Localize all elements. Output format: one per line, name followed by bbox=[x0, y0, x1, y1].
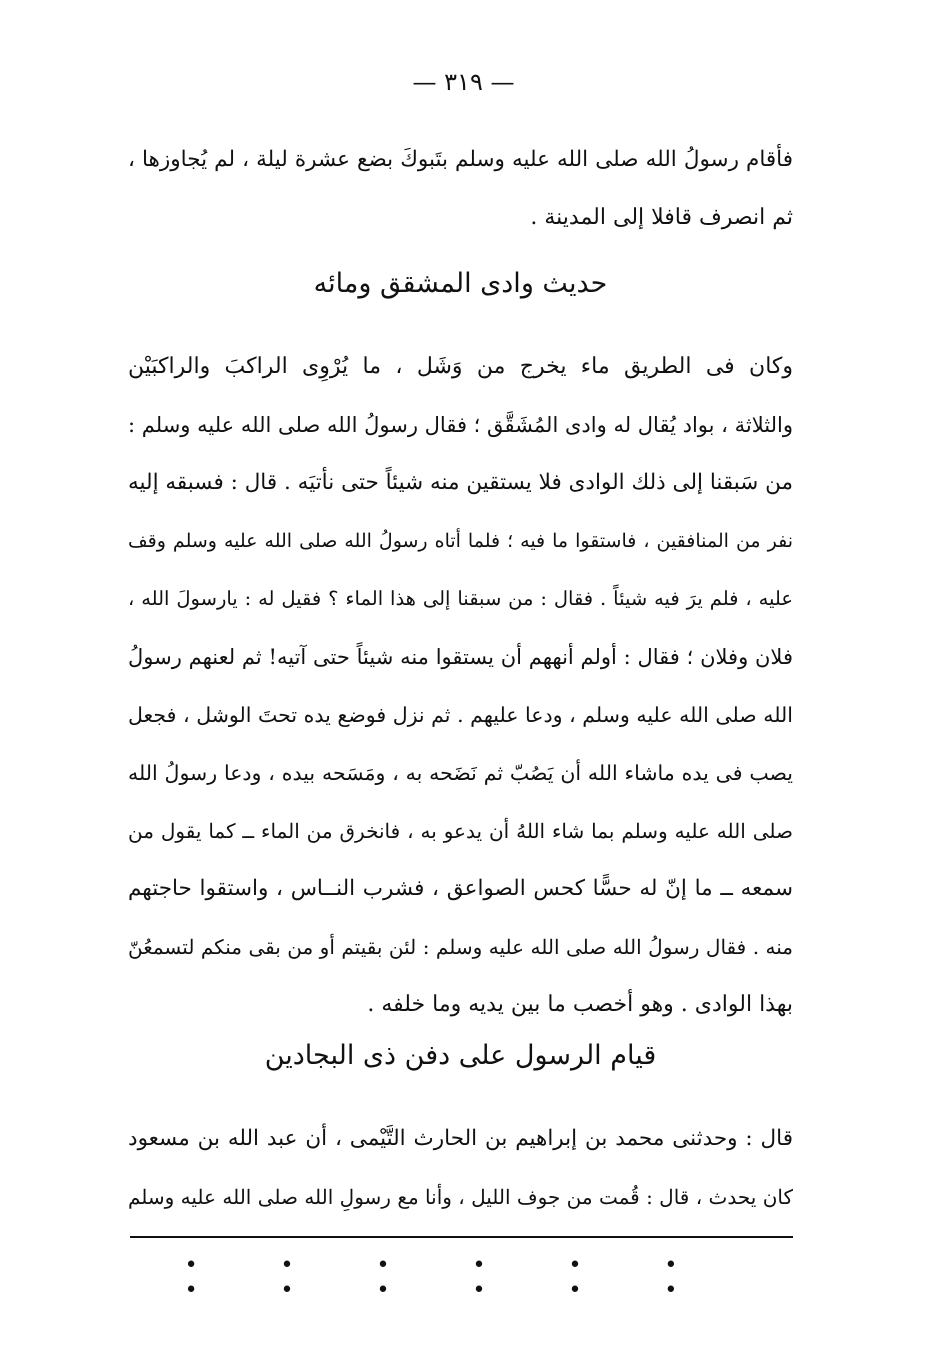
section-heading-mushaqqaq: حديث وادى المشقق ومائه bbox=[313, 268, 608, 299]
text-line: قال : وحدثنى محمد بن إبراهيم بن الحارث التَّيْمى ، أن عبد الله بن مسعود bbox=[128, 1126, 793, 1151]
text-line: عليه ، فلم يرَ فيه شيئاً . فقال : من سبقنا إلى هذا الماء ؟ فقيل له : يارسولَ الله ، bbox=[128, 587, 793, 610]
text-line: والثلاثة ، بواد يُقال له وادى المُشَقَّق ؛ فقال رسولُ الله صلى الله عليه وسلم : bbox=[128, 413, 793, 437]
page-number: — ٣١٩ — bbox=[412, 68, 515, 96]
text-line: ثم انصرف قافلا إلى المدينة . bbox=[530, 205, 793, 230]
text-line: من سَبقنا إلى ذلك الوادى فلا يستقين منه شيئاً حتى نأتيَه . قال : فسبقه إليه bbox=[128, 470, 793, 495]
text-line: سمعه ــ ما إنّ له حسًّا كحس الصواعق ، فشرب النــاس ، واستقوا حاجتهم bbox=[128, 876, 793, 901]
text-line: الله صلى الله عليه وسلم ، ودعا عليهم . ثم نزل فوضع يده تحتَ الوشل ، فجعل bbox=[128, 703, 793, 727]
text-line: فأقام رسولُ الله صلى الله عليه وسلم بتَبوكَ بضع عشرة ليلة ، لم يُجاوزها ، bbox=[128, 147, 793, 172]
text-line: وكان فى الطريق ماء يخرج من وَشَل ، ما يُرْوِى الراكبَ والراكبَيْن bbox=[128, 354, 793, 379]
text-line: بهذا الوادى . وهو أخصب ما بين يديه وما خلفه . bbox=[367, 992, 793, 1017]
paragraph-tabuk bbox=[128, 131, 793, 247]
text-line: نفر من المنافقين ، فاستقوا ما فيه ؛ فلما أتاه رسولُ الله صلى الله عليه وسلم وقف bbox=[128, 530, 793, 552]
text-line: منه . فقال رسولُ الله صلى الله عليه وسلم : لئن بقيتم أو من بقى منكم لتسمعُنّ bbox=[128, 935, 793, 959]
paragraph-bijadayn bbox=[128, 1110, 793, 1226]
text-line: صلى الله عليه وسلم بما شاء اللهُ أن يدعو به ، فانخرق من الماء ــ كما يقول من bbox=[128, 819, 793, 843]
section-heading-bijadayn: قيام الرسول على دفن ذى البجادين bbox=[264, 1040, 657, 1071]
text-line: يصب فى يده ماشاء الله أن يَصُبّ ثم نَضَحه به ، ومَسَحه بيده ، ودعا رسولُ الله bbox=[128, 761, 793, 785]
paragraph-mushaqqaq bbox=[128, 338, 793, 1034]
text-line: كان يحدث ، قال : قُمت من جوف الليل ، وأنا مع رسولِ الله صلى الله عليه وسلم bbox=[128, 1185, 793, 1209]
text-line: فلان وفلان ؛ فقال : أولم أنههم أن يستقوا منه شيئاً حتى آتيه! ثم لعنهم رسولُ bbox=[128, 645, 793, 669]
footer-dot-row: • • • • • • • • • • • • bbox=[184, 1253, 716, 1303]
footnote-divider bbox=[130, 1236, 793, 1238]
